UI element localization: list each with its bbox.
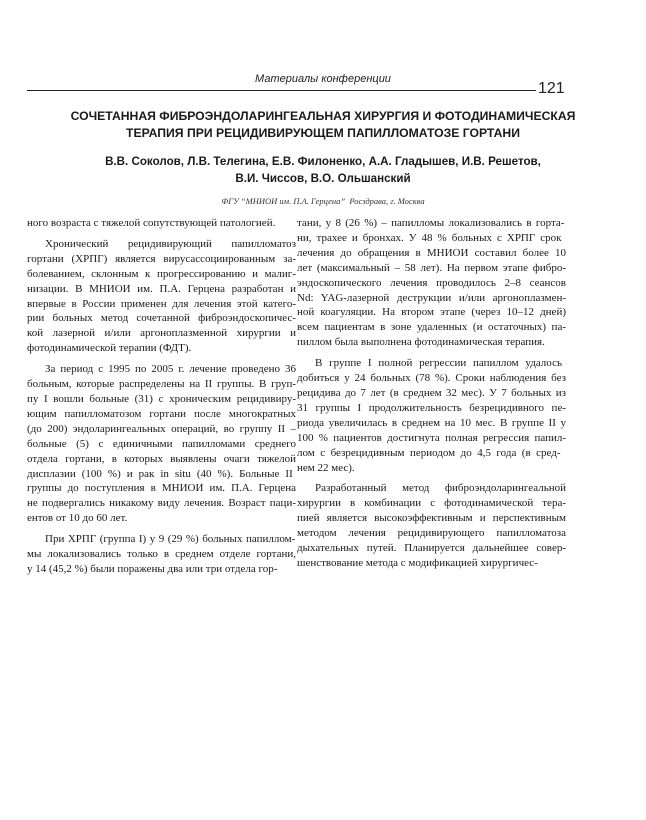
text-line: фотодинамической терапии (ФДТ). <box>27 342 192 355</box>
text-line: ющим папилломатозом гортани после многократных <box>27 407 296 420</box>
paragraph <box>27 532 296 577</box>
text-line: В группе I полной регрессии папиллом удалось <box>315 357 562 370</box>
page-number: 121 <box>538 80 565 97</box>
paragraph <box>297 356 566 475</box>
text-line: пу I вошли больные (31) с хроническим рецидивиру- <box>27 392 296 405</box>
text-line: низации. В МНИОИ им. П.А. Герцена разработан и <box>27 282 296 295</box>
text-line: лет (максимальный – 58 лет). На первом этапе фибро- <box>297 261 566 274</box>
text-line: гортани (ХРПГ) является вирусассоциированным за- <box>27 252 296 265</box>
article-title <box>20 108 626 142</box>
text-line: кой лазерной и/или аргоноплазменной хирургии и <box>27 327 296 340</box>
text-line: 31 группы I продолжительность безрецидивного пе- <box>297 401 566 414</box>
text-line: Разработанный метод фиброэндоларингеальной <box>315 482 566 495</box>
text-line: ной коагуляции. На втором этапе (через 10–12 дней) <box>297 306 566 319</box>
text-line: лом с безрецидивным периодом до 4,5 года (в сред- <box>297 446 561 459</box>
text-line: методом лечения рецидивирующего папилломатоза <box>297 527 566 540</box>
text-line: риода увеличилась в среднем на 10 мес. В группе II у <box>297 416 566 429</box>
right-column <box>297 216 566 577</box>
text-line: пиллом была выполнена фотодинамическая терапия. <box>297 336 545 349</box>
text-line: пией является высокоэффективным и перспективным <box>297 512 566 525</box>
text-line: За период с 1995 по 2005 г. лечение проведено 36 <box>45 363 296 376</box>
authors-line: В.В. Соколов, Л.В. Телегина, Е.В. Филоненко, А.А. Гладышев, И.В. Решетов, <box>105 155 541 168</box>
paragraph <box>27 216 296 231</box>
text-line: всем пациентам в зоне удаленных (и остаточных) па- <box>297 321 566 334</box>
text-line: нем 22 мес). <box>297 461 355 474</box>
text-line: группы до поступления в МНИОИ им. П.А. Герцена <box>27 482 296 495</box>
text-line: впервые в России применен для лечения этой катего- <box>27 297 296 310</box>
text-line: ентов от 10 до 60 лет. <box>27 512 128 525</box>
paragraph <box>27 237 296 356</box>
text-line: 100 % пациентов достигнута полная регрессия папил- <box>297 431 566 444</box>
text-line: хирургии в комбинации с фотодинамической тера- <box>297 497 566 510</box>
authors-line: В.И. Чиссов, В.О. Ольшанский <box>235 172 411 185</box>
text-line: отдела гортани, в которых выявлены очаги тяжелой <box>27 452 296 465</box>
text-line: шенствование метода с модификацией хирургичес- <box>297 556 538 569</box>
paragraph <box>27 362 296 526</box>
text-line: ного возраста с тяжелой сопутствующей патологией. <box>27 217 276 229</box>
text-line: болеванием, склонным к прогрессированию и малиг- <box>27 267 296 280</box>
text-line: ни, трахее и бронхах. У 48 % больных с ХРПГ срок <box>297 231 562 244</box>
text-line: тани, у 8 (26 %) – папилломы локализовались в горта- <box>297 217 565 229</box>
text-line: дисплазии (100 %) и рак in situ (40 %). Больные II <box>27 467 293 480</box>
left-column <box>27 216 296 583</box>
paragraph <box>297 216 566 350</box>
text-line: рецидива до 7 лет (в среднем 32 мес). У 7 больных из <box>297 386 566 399</box>
text-line: При ХРПГ (группа I) у 9 (29 %) больных папиллом- <box>45 533 296 546</box>
text-line: Хронический рецидивирующий папилломатоз <box>45 237 296 250</box>
affiliation: ФГУ “МНИОИ им. П.А. Герцена” Росздрава, г. Москва <box>221 196 425 206</box>
text-line: рии больных метод сочетанной фиброэндоскопичес- <box>27 312 296 325</box>
text-line: больным, которые распределены на II группы. В груп- <box>27 378 296 391</box>
header-rule <box>27 90 536 91</box>
text-line: эндоскопического лечения проводилось 2–8 сеансов <box>297 276 566 289</box>
text-line: мы локализовались только в среднем отделе гортани, <box>27 548 296 561</box>
title-line: СОЧЕТАННАЯ ФИБРОЭНДОЛАРИНГЕАЛЬНАЯ ХИРУРГИЯ И ФОТОДИНАМИЧЕСКАЯ <box>70 109 576 123</box>
text-line: добиться у 24 больных (78 %). Сроки наблюдения без <box>297 372 566 385</box>
running-title: Материалы конференции <box>255 73 391 85</box>
authors <box>20 153 626 187</box>
text-line: дыхательных путей. Планируется дальнейшее совер- <box>297 542 566 555</box>
text-line: лечения до обращения в МНИОИ составил более 10 <box>297 246 566 259</box>
text-line: (до 200) эндоларингеальных операций, во группу II – <box>27 422 296 435</box>
text-line: больные (5) с единичными папилломами среднего <box>27 437 296 450</box>
title-line: ТЕРАПИЯ ПРИ РЕЦИДИВИРУЮЩЕМ ПАПИЛЛОМАТОЗЕ ГОРТАНИ <box>126 126 520 140</box>
text-line: Nd: YAG-лазерной деструкции и/или аргоноплазмен- <box>297 291 566 304</box>
paragraph <box>297 481 566 570</box>
text-line: у 14 (45,2 %) были поражены два или три отдела гор- <box>27 562 278 575</box>
text-line: не подвергались никакому виду лечения. Возраст паци- <box>27 497 296 510</box>
